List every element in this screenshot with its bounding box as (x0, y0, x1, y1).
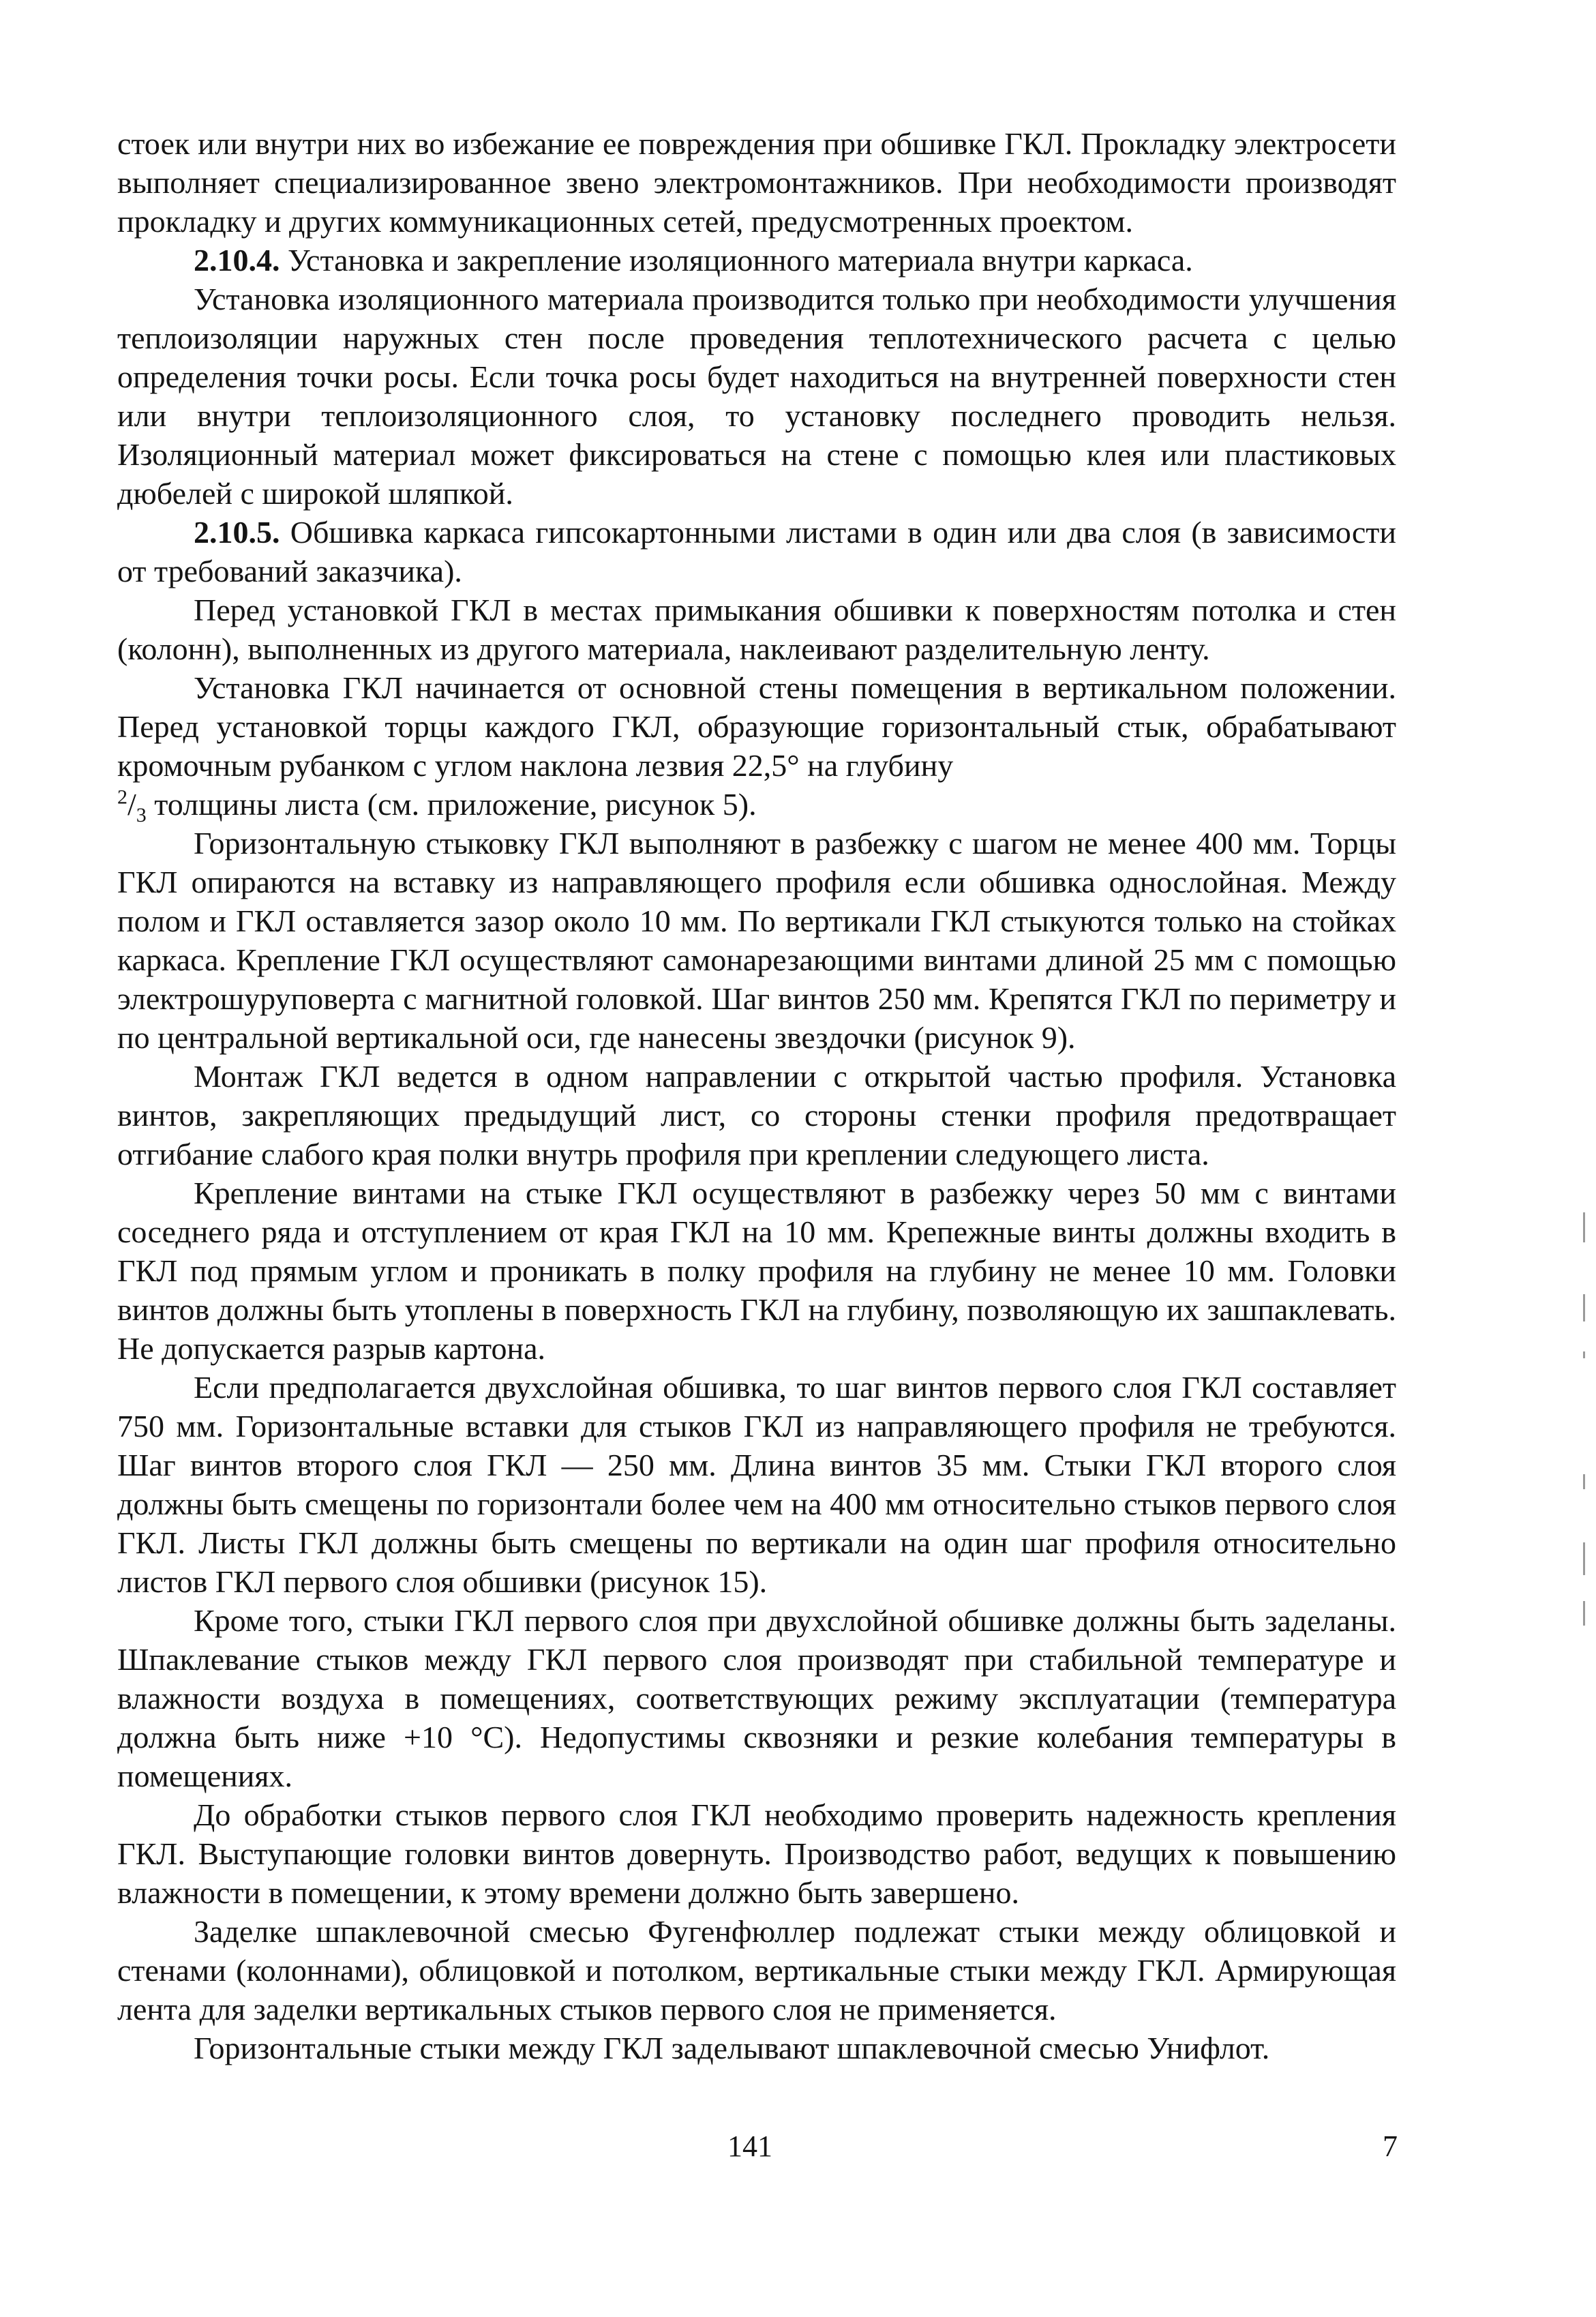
paragraph (117, 1795, 1396, 1912)
section-heading-2-10-4 (117, 241, 1396, 280)
paragraph (117, 1368, 1396, 1601)
paragraph-continuation (117, 124, 1396, 241)
section-title: Установка и закрепление изоляционного материала внутри каркаса. (280, 243, 1193, 278)
paragraph-text: Установка ГКЛ начинается от основной стены помещения в вертикальном положении. Перед установкой торцы каждого ГКЛ, образующие горизонтальный стык, обрабатывают кромочным рубанком с углом наклона лезвия 22,5° на глубину (117, 670, 1396, 783)
fraction-denominator: 3 (136, 804, 147, 827)
scan-artifact-mark (1583, 1351, 1585, 1358)
section-title: Обшивка каркаса гипсокартонными листами в один или два слоя (в зависимости от требований заказчика). (117, 515, 1396, 588)
paragraph-text: Крепление винтами на стыке ГКЛ осуществляют в разбежку через 50 мм с винтами соседнего ряда и отступлением от края ГКЛ на 10 мм. Крепежные винты должны входить в ГКЛ под прямым углом и проникать в полку профиля на глубину не менее 10 мм. Головки винтов должны быть утоплены в поверхность ГКЛ на глубину, позволяющую их зашпаклевать. Не допускается разрыв картона. (117, 1176, 1396, 1366)
paragraph (117, 591, 1396, 668)
fraction-line (117, 785, 1396, 827)
fraction-slash: / (127, 787, 136, 822)
scan-artifact-mark (1583, 1474, 1585, 1489)
paragraph-text: До обработки стыков первого слоя ГКЛ необходимо проверить надежность крепления ГКЛ. Выступающие головки винтов довернуть. Производство работ, ведущих к повышению влажности в помещении, к этому времени должно быть завершено. (117, 1797, 1396, 1910)
paragraph (117, 2029, 1396, 2067)
paragraph (117, 1174, 1396, 1368)
sheet-number: 7 (1383, 2129, 1398, 2163)
scan-artifact-mark (1583, 1601, 1585, 1626)
paragraph (117, 824, 1396, 1057)
paragraph (117, 1912, 1396, 2029)
paragraph-text: Кроме того, стыки ГКЛ первого слоя при двухслойной обшивке должны быть заделаны. Шпаклевание стыков между ГКЛ первого слоя производят при стабильной температуре и влажности воздуха в помещениях, соответствующих режиму эксплуатации (температура должна быть ниже +10 °С). Недопустимы сквозняки и резкие колебания температуры в помещениях. (117, 1603, 1396, 1793)
paragraph (117, 280, 1396, 513)
page-number: 141 (727, 2129, 772, 2163)
paragraph-text: Заделке шпаклевочной смесью Фугенфюллер подлежат стыки между облицовкой и стенами (колоннами), облицовкой и потолком, вертикальные стыки между ГКЛ. Армирующая лента для заделки вертикальных стыков первого слоя не применяется. (117, 1914, 1396, 2027)
fraction-numerator: 2 (117, 786, 127, 809)
paragraph (117, 668, 1396, 785)
paragraph-text: Перед установкой ГКЛ в местах примыкания обшивки к поверхностям потолка и стен (колонн), выполненных из другого материала, наклеивают разделительную ленту. (117, 593, 1396, 666)
section-number: 2.10.5. (194, 515, 280, 550)
paragraph-text: Горизонтальные стыки между ГКЛ заделывают шпаклевочной смесью Унифлот. (194, 2031, 1270, 2065)
section-heading-2-10-5 (117, 513, 1396, 591)
paragraph-text: толщины листа (см. приложение, рисунок 5). (146, 787, 757, 822)
paragraph-text: Монтаж ГКЛ ведется в одном направлении с открытой частью профиля. Установка винтов, закрепляющих предыдущий лист, со стороны стенки профиля предотвращает отгибание слабого края полки внутрь профиля при креплении следующего листа. (117, 1059, 1396, 1171)
paragraph-text: Установка изоляционного материала производится только при необходимости улучшения теплоизоляции наружных стен после проведения теплотехнического расчета с целью определения точки росы. Если точка росы будет находиться на внутренней поверхности стен или внутри теплоизоляционного слоя, то установку последнего проводить нельзя. Изоляционный материал может фиксироваться на стене с помощью клея или пластиковых дюбелей с широкой шляпкой. (117, 282, 1396, 511)
scan-artifact-mark (1583, 1294, 1585, 1321)
paragraph (117, 1057, 1396, 1174)
paragraph-text: Если предполагается двухслойная обшивка, то шаг винтов первого слоя ГКЛ составляет 750 мм. Горизонтальные вставки для стыков ГКЛ из направляющего профиля не требуются. Шаг винтов второго слоя ГКЛ — 250 мм. Длина винтов 35 мм. Стыки ГКЛ второго слоя должны быть смещены по горизонтали более чем на 400 мм относительно стыков первого слоя ГКЛ. Листы ГКЛ должны быть смещены по вертикали на один шаг профиля относительно листов ГКЛ первого слоя обшивки (рисунок 15). (117, 1370, 1396, 1599)
paragraph-text: стоек или внутри них во избежание ее повреждения при обшивке ГКЛ. Прокладку электросети выполняет специализированное звено электромонтажников. При необходимости производят прокладку и других коммуникационных сетей, предусмотренных проектом. (117, 126, 1396, 239)
scan-artifact-mark (1583, 1542, 1585, 1575)
paragraph (117, 1601, 1396, 1795)
body-text (117, 124, 1396, 2067)
paragraph-text: Горизонтальную стыковку ГКЛ выполняют в разбежку с шагом не менее 400 мм. Торцы ГКЛ опираются на вставку из направляющего профиля если обшивка однослойная. Между полом и ГКЛ оставляется зазор около 10 мм. По вертикали ГКЛ стыкуются только на стойках каркаса. Крепление ГКЛ осуществляют самонарезающими винтами длиной 25 мм с помощью электрошуруповерта с магнитной головкой. Шаг винтов 250 мм. Крепятся ГКЛ по периметру и по центральной вертикальной оси, где нанесены звездочки (рисунок 9). (117, 826, 1396, 1055)
section-number: 2.10.4. (194, 243, 280, 278)
scan-artifact-mark (1583, 1212, 1585, 1242)
